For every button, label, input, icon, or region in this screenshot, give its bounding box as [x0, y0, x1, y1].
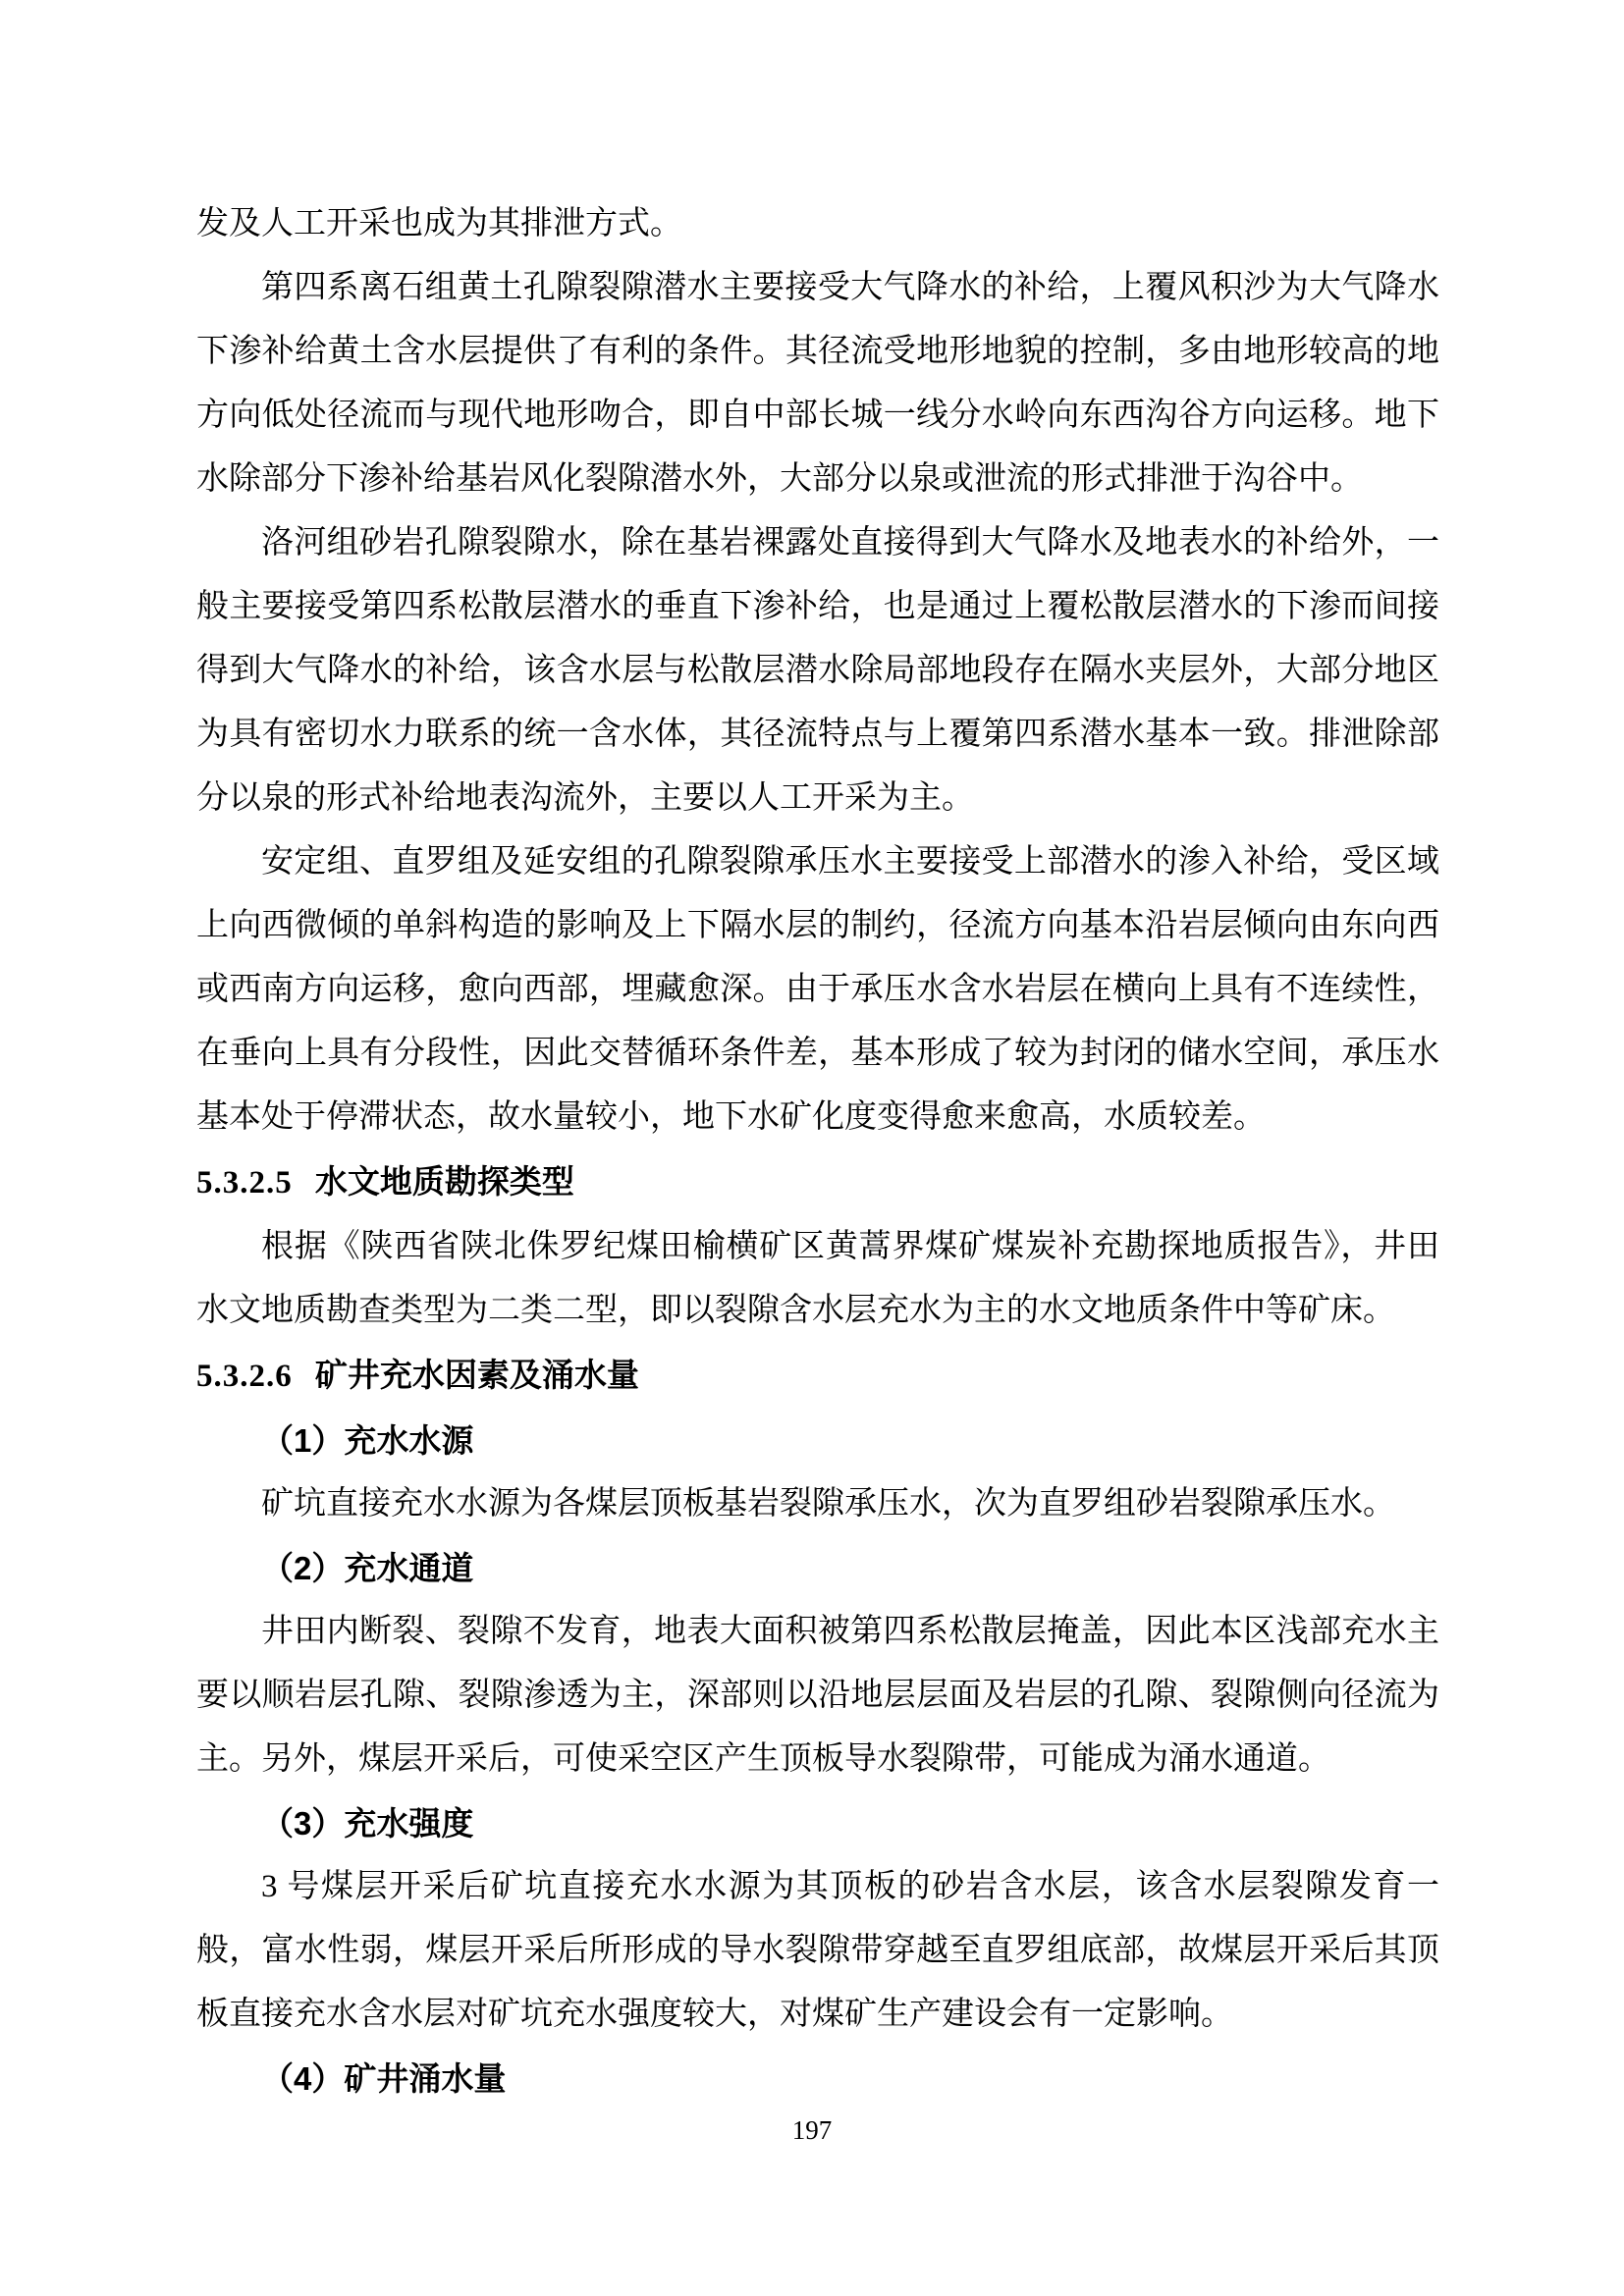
- section-heading-hydrogeology-survey-type: [196, 1149, 1439, 1215]
- paragraph-water-source: 矿坑直接充水水源为各煤层顶板基岩裂隙承压水，次为直罗组砂岩裂隙承压水。: [261, 1486, 1395, 1522]
- page-footer: [0, 2110, 1624, 2155]
- section-title: 矿井充水因素及涌水量: [314, 1357, 639, 1393]
- section-number: 5.3.2.5: [196, 1165, 293, 1201]
- subsection-heading-water-channel: （2）充水通道: [261, 1550, 474, 1586]
- paragraph-luohe-sandstone-water: 洛河组砂岩孔隙裂隙水，除在基岩裸露处直接得到大气降水及地表水的补给外，一般主要接受第四系松散层潜水的垂直下渗补给，也是通过上覆松散层潜水的下渗而间接得到大气降水的补给，该含水层与松散层潜水除局部地段存在隔水夹层外，大部分地区为具有密切水力联系的统一含水体，其径流特点与上覆第四系潜水基本一致。排泄除部分以泉的形式补给地表沟流外，主要以人工开采为主。: [196, 525, 1439, 816]
- paragraph-quaternary-loess-water: 第四系离石组黄土孔隙裂隙潜水主要接受大气降水的补给，上覆风积沙为大气降水下渗补给黄土含水层提供了有利的条件。其径流受地形地貌的控制，多由地形较高的地方向低处径流而与现代地形吻合，即自中部长城一线分水岭向东西沟谷方向运移。地下水除部分下渗补给基岩风化裂隙潜水外，大部分以泉或泄流的形式排泄于沟谷中。: [196, 270, 1439, 497]
- subsection-heading-water-intensity: （3）充水强度: [261, 1805, 474, 1842]
- section-number: 5.3.2.6: [196, 1359, 293, 1394]
- section-title: 水文地质勘探类型: [314, 1163, 574, 1200]
- page-content: [196, 192, 1439, 2110]
- paragraph-water-channel: 井田内断裂、裂隙不发育，地表大面积被第四系松散层掩盖，因此本区浅部充水主要以顺岩层孔隙、裂隙渗透为主，深部则以沿地层层面及岩层的孔隙、裂隙侧向径流为主。另外，煤层开采后，可使采空区产生顶板导水裂隙带，可能成为涌水通道。: [196, 1614, 1439, 1777]
- paragraph-confined-water: 安定组、直罗组及延安组的孔隙裂隙承压水主要接受上部潜水的渗入补给，受区域上向西微倾的单斜构造的影响及上下隔水层的制约，径流方向基本沿岩层倾向由东向西或西南方向运移，愈向西部，埋藏愈深。由于承压水含水岩层在横向上具有不连续性，在垂向上具有分段性，因此交替循环条件差，基本形成了较为封闭的储水空间，承压水基本处于停滞状态，故水量较小，地下水矿化度变得愈来愈高，水质较差。: [196, 844, 1439, 1135]
- paragraph-water-intensity: 3 号煤层开采后矿坑直接充水水源为其顶板的砂岩含水层，该含水层裂隙发育一般，富水性弱，煤层开采后所形成的导水裂隙带穿越至直罗组底部，故煤层开采后其顶板直接充水含水层对矿坑充水强度较大，对煤矿生产建设会有一定影响。: [196, 1869, 1439, 2032]
- paragraph-overflow-drainage: 发及人工开采也成为其排泄方式。: [196, 206, 682, 241]
- page-number: 197: [791, 2115, 833, 2145]
- subsection-heading-water-source: （1）充水水源: [261, 1422, 474, 1459]
- paragraph-survey-type: 根据《陕西省陕北侏罗纪煤田榆横矿区黄蒿界煤矿煤炭补充勘探地质报告》，井田水文地质勘查类型为二类二型，即以裂隙含水层充水为主的水文地质条件中等矿床。: [196, 1229, 1439, 1328]
- section-heading-water-inflow-factors: [196, 1343, 1439, 1409]
- subsection-heading-mine-inflow-amount: （4）矿井涌水量: [261, 2060, 507, 2097]
